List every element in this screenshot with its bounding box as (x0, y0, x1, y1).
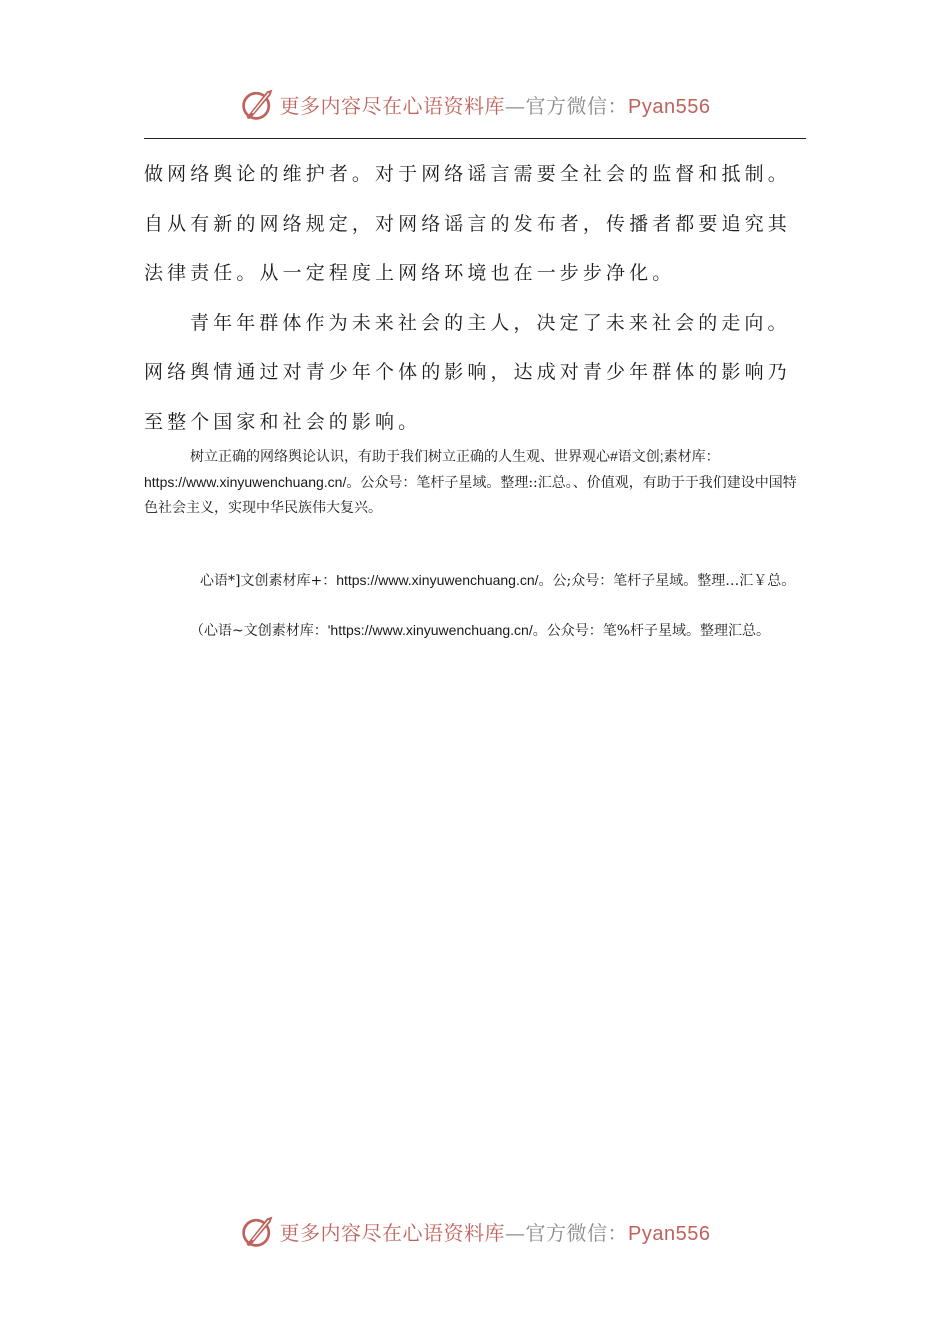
quill-pen-circle-icon (240, 1213, 276, 1249)
note1-text-b: #语文创;素材库： (610, 448, 720, 464)
banner-wechat-id: Pyan556 (628, 95, 711, 118)
banner-wechat-label: 官方微信： (525, 93, 629, 118)
header-banner (0, 82, 950, 126)
banner-wechat-id: Pyan556 (628, 1222, 711, 1245)
note-paragraph-1 (144, 444, 808, 521)
note3-text-a: （心语~文创素材库： (190, 623, 328, 639)
header-divider (144, 138, 806, 139)
note1-text-a: 树立正确的网络舆论认识，有助于我们树立正确的人生观、世界观心 (190, 449, 610, 465)
note1-text-c: 。公众号：笔杆子星域。整理::汇总。、价值观，有助于于我们建设中国特色社会主义，实现中华民族伟大复兴。 (144, 475, 797, 516)
header-banner-text (280, 90, 711, 119)
banner-dash: — (505, 93, 526, 118)
body-paragraph-2: 青年年群体作为未来社会的主人，决定了未来社会的走向。网络舆情通过对青少年个体的影响，达成对青少年群体的影响乃至整个国家和社会的影响。 (144, 311, 791, 433)
banner-slogan: 更多内容尽在心语资料库 (279, 93, 506, 118)
banner-wechat-label: 官方微信： (525, 1220, 629, 1245)
quill-pen-circle-icon (240, 86, 276, 122)
note2-text-b: 。公;众号：笔杆子星域。整理…汇￥总。 (538, 573, 796, 589)
note-paragraph-3 (144, 618, 808, 644)
note-paragraph-2 (144, 568, 808, 594)
note2-url: https://www.xinyuwenchuang.cn/ (336, 572, 539, 588)
banner-slogan: 更多内容尽在心语资料库 (279, 1220, 506, 1245)
note3-text-b: 。公众号：笔%杆子星域。整理汇总。 (532, 623, 771, 639)
note3-url: 'https://www.xinyuwenchuang.cn/ (327, 622, 533, 638)
note2-text-a: 心语*]文创素材库+： (200, 573, 337, 589)
body-paragraph-1: 做网络舆论的维护者。对于网络谣言需要全社会的监督和抵制。自从有新的网络规定，对网络谣言的发布者，传播者都要追究其法律责任。从一定程度上网络环境也在一步步净化。 (144, 163, 791, 284)
main-content (144, 150, 806, 447)
banner-dash: — (505, 1220, 526, 1245)
footer-banner-text (280, 1217, 711, 1246)
footer-banner (0, 1209, 950, 1253)
note1-url: https://www.xinyuwenchuang.cn/ (144, 474, 347, 490)
